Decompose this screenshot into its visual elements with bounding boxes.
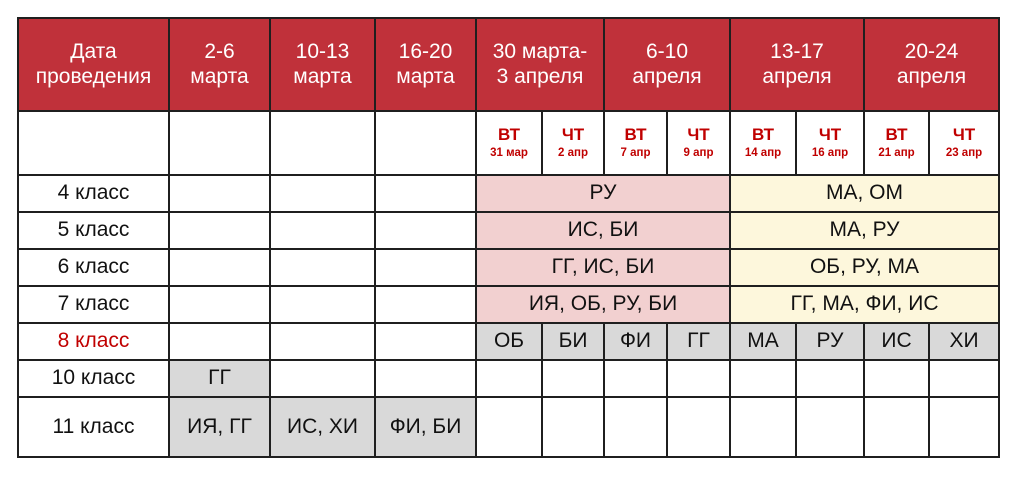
day-of-week: ВТ: [751, 125, 774, 144]
day-date: 23 апр: [945, 147, 983, 159]
day-date: 7 апр: [620, 147, 651, 159]
subjects-cell: ИС, ХИ: [270, 397, 375, 457]
header-date-line-2: проведения: [35, 64, 152, 88]
day-date: 16 апр: [811, 147, 849, 159]
subject-cell: МА: [730, 323, 796, 360]
day-of-week: ЧТ: [952, 125, 976, 144]
period-7-line-2: апреля: [896, 64, 967, 88]
header-date-cell: [18, 18, 169, 111]
day-cell-8: [929, 111, 999, 175]
empty-cell: [929, 397, 999, 457]
empty-cell: [270, 286, 375, 323]
class-label: 6 класс: [18, 249, 169, 286]
day-date: 21 апр: [878, 147, 915, 159]
empty-cell: [270, 111, 375, 175]
day-cell-4: [667, 111, 730, 175]
empty-cell: [604, 397, 667, 457]
day-cell-6: [796, 111, 864, 175]
table-row: [18, 397, 999, 457]
schedule-table: [17, 17, 1000, 458]
header-period-2: [270, 18, 375, 111]
subjects-cell: МА, ОМ: [730, 175, 999, 212]
empty-cell: [169, 212, 270, 249]
day-date: 31 мар: [490, 147, 528, 159]
day-cell-5: [730, 111, 796, 175]
empty-cell: [375, 175, 476, 212]
empty-cell: [667, 360, 730, 397]
period-1-line-2: марта: [190, 64, 249, 88]
day-cell-1: [476, 111, 542, 175]
subject-cell: ХИ: [929, 323, 999, 360]
empty-cell: [375, 249, 476, 286]
period-5-line-2: апреля: [632, 64, 702, 88]
empty-cell: [270, 249, 375, 286]
day-of-week: ЧТ: [687, 125, 710, 144]
class-label: 11 класс: [18, 397, 169, 457]
empty-cell: [864, 397, 929, 457]
period-2-line-2: марта: [293, 64, 352, 88]
empty-cell: [730, 360, 796, 397]
class-label: 5 класс: [18, 212, 169, 249]
subject-cell: ГГ: [667, 323, 730, 360]
subject-cell: ИС: [864, 323, 929, 360]
header-period-6: [730, 18, 864, 111]
empty-cell: [270, 212, 375, 249]
day-date: 2 апр: [558, 147, 588, 159]
empty-cell: [169, 175, 270, 212]
empty-cell: [169, 286, 270, 323]
empty-cell: [604, 360, 667, 397]
class-label: 10 класс: [18, 360, 169, 397]
empty-cell: [864, 360, 929, 397]
table-row: [18, 286, 999, 323]
empty-cell: [169, 323, 270, 360]
empty-cell: [375, 323, 476, 360]
empty-cell: [929, 360, 999, 397]
empty-cell: [375, 111, 476, 175]
subject-cell: ФИ: [604, 323, 667, 360]
subjects-cell: ИС, БИ: [476, 212, 730, 249]
day-date: 14 апр: [744, 147, 782, 159]
empty-cell: [796, 360, 864, 397]
empty-cell: [270, 360, 375, 397]
day-of-week: ВТ: [624, 125, 647, 144]
header-row: [18, 18, 999, 111]
subjects-cell: ОБ, РУ, МА: [730, 249, 999, 286]
empty-cell: [542, 397, 604, 457]
empty-cell: [270, 175, 375, 212]
empty-cell: [667, 397, 730, 457]
period-4-line-2: 3 апреля: [496, 64, 584, 88]
period-2-line-1: 10-13: [295, 40, 350, 64]
subjects-cell: МА, РУ: [730, 212, 999, 249]
subjects-cell: ГГ: [169, 360, 270, 397]
empty-cell: [375, 360, 476, 397]
days-row: [18, 111, 999, 175]
subject-cell: РУ: [796, 323, 864, 360]
class-label: 4 класс: [18, 175, 169, 212]
subjects-cell: ИЯ, ГГ: [169, 397, 270, 457]
period-6-line-1: 13-17: [770, 40, 824, 64]
period-7-line-1: 20-24: [904, 40, 959, 64]
header-date-line-1: Дата: [70, 40, 117, 64]
header-period-7: [864, 18, 999, 111]
empty-cell: [169, 249, 270, 286]
table-row: [18, 175, 999, 212]
header-period-5: [604, 18, 730, 111]
empty-cell: [375, 212, 476, 249]
header-period-3: [375, 18, 476, 111]
subjects-cell: ФИ, БИ: [375, 397, 476, 457]
day-cell-3: [604, 111, 667, 175]
subjects-cell: ГГ, МА, ФИ, ИС: [730, 286, 999, 323]
day-date: 9 апр: [683, 147, 714, 159]
period-3-line-1: 16-20: [398, 40, 453, 64]
subjects-cell: ИЯ, ОБ, РУ, БИ: [476, 286, 730, 323]
empty-cell: [270, 323, 375, 360]
period-5-line-1: 6-10: [645, 40, 689, 64]
period-3-line-2: марта: [396, 64, 455, 88]
day-cell-7: [864, 111, 929, 175]
header-period-4: [476, 18, 604, 111]
empty-cell: [18, 111, 169, 175]
period-1-line-1: 2-6: [204, 40, 235, 64]
class-label: 8 класс: [18, 323, 169, 360]
subject-cell: БИ: [542, 323, 604, 360]
table-row: [18, 360, 999, 397]
empty-cell: [169, 111, 270, 175]
empty-cell: [730, 397, 796, 457]
subject-cell: ОБ: [476, 323, 542, 360]
subjects-cell: ГГ, ИС, БИ: [476, 249, 730, 286]
day-of-week: ВТ: [885, 125, 908, 144]
period-6-line-2: апреля: [762, 64, 832, 88]
empty-cell: [375, 286, 476, 323]
empty-cell: [476, 397, 542, 457]
class-label: 7 класс: [18, 286, 169, 323]
subjects-cell: РУ: [476, 175, 730, 212]
empty-cell: [542, 360, 604, 397]
day-cell-2: [542, 111, 604, 175]
day-of-week: ЧТ: [818, 125, 842, 144]
period-4-line-1: 30 марта-: [492, 40, 588, 64]
empty-cell: [796, 397, 864, 457]
header-period-1: [169, 18, 270, 111]
day-of-week: ВТ: [497, 125, 520, 144]
day-of-week: ЧТ: [561, 125, 585, 144]
empty-cell: [476, 360, 542, 397]
table-row: [18, 249, 999, 286]
table-row: [18, 212, 999, 249]
table-row: [18, 323, 999, 360]
